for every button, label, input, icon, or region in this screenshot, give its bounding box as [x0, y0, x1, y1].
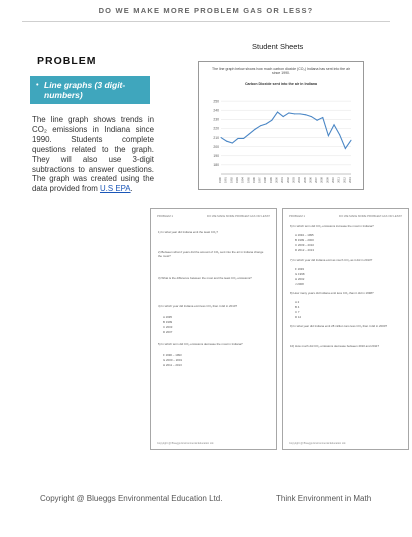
description-period: . [130, 184, 133, 194]
chart-preview [198, 61, 364, 190]
x-tick-label: 2003 [292, 177, 296, 183]
q4-option: A 1995 [163, 315, 173, 319]
data-point [283, 116, 284, 117]
x-tick-label: 2012 [343, 177, 347, 183]
y-tick-label: 210 [213, 135, 219, 140]
data-point [322, 117, 323, 118]
q8-option: C 7 [295, 310, 300, 314]
data-point [339, 134, 340, 135]
x-tick-label: 1990 [219, 177, 222, 183]
page-header-title: DO WE MAKE MORE PROBLEM GAS OR LESS? [98, 6, 314, 15]
y-tick-label: 230 [213, 117, 219, 122]
y-tick-label: 240 [213, 108, 219, 113]
q6-option: D 2012 – 2013 [295, 248, 314, 252]
data-point [260, 125, 261, 126]
x-tick-label: 1999 [269, 177, 273, 183]
sheet-header-right: DO WE MAKE MORE PROBLEM GAS OR LESS? [339, 214, 402, 218]
q7-option: H 2002 [295, 277, 305, 281]
y-tick-label: 180 [213, 163, 219, 168]
q8-option: A 2 [295, 300, 300, 304]
x-tick-label: 2005 [303, 177, 307, 183]
header-divider [22, 21, 390, 22]
data-point [300, 113, 301, 114]
q5-option: F 1990 – 1993 [163, 353, 182, 357]
x-tick-label: 2008 [320, 177, 324, 183]
data-point [345, 148, 346, 149]
x-tick-label: 1998 [264, 177, 268, 183]
sheet-header-left: PROBLEM 1 [289, 214, 306, 218]
x-tick-label: 1997 [258, 177, 262, 183]
question-4: 4) In which year did Indiana emit less CO₂ than it did in 2010? [158, 304, 238, 308]
q6-option: B 1999 – 2000 [295, 238, 314, 242]
x-tick-label: 2000 [275, 177, 279, 183]
data-point [334, 124, 335, 125]
chart-caption: The line graph below shows how much carbon dioxide (CO₂) Indiana has sent into the air since 1990. [212, 67, 350, 76]
x-tick-label: 2009 [326, 177, 330, 183]
q4-option: B 1999 [163, 320, 173, 324]
top-bar [0, 0, 412, 28]
x-tick-label: 1992 [230, 177, 234, 183]
x-tick-label: 2002 [286, 177, 290, 183]
data-point [351, 140, 352, 141]
x-tick-label: 1994 [241, 177, 245, 183]
q6-option: C 2009 – 2010 [295, 243, 314, 247]
data-point [311, 116, 312, 117]
question-2: 2) Between what 2 years did the amount of CO₂ sent into the air in Indiana change the most? [158, 250, 264, 258]
question-1: 1) In what year did Indiana emit the least CO₂? [158, 230, 218, 234]
data-point [254, 129, 255, 130]
x-tick-label: 2006 [309, 177, 313, 183]
sheet-header-left: PROBLEM 1 [157, 214, 174, 218]
question-5: 5) In which term did CO₂ emissions decrease the most in Indiana? [158, 342, 243, 346]
data-point [249, 133, 250, 134]
q8-option: D 12 [295, 315, 302, 319]
data-point [305, 114, 306, 115]
data-point [226, 141, 227, 142]
y-tick-label: 220 [213, 126, 219, 131]
sheet-header-right: DO WE MAKE MORE PROBLEM GAS OR LESS? [207, 214, 270, 218]
x-tick-label: 1995 [247, 177, 251, 183]
sheet-footer: Copyright @ Blueggs Environmental Education Ltd. [289, 442, 347, 445]
x-tick-label: 2011 [337, 177, 341, 183]
data-point [266, 123, 267, 124]
x-tick-label: 1996 [252, 177, 256, 183]
q4-option: C 2003 [163, 325, 173, 329]
data-point [221, 137, 222, 138]
student-sheets-label: Student Sheets [252, 42, 304, 51]
data-point [317, 120, 318, 121]
line-chart [199, 62, 363, 189]
series-line [221, 112, 351, 148]
q8-option: B 4 [295, 305, 300, 309]
data-point [271, 120, 272, 121]
x-tick-label: 1993 [235, 177, 239, 183]
q5-option: G 2000 – 2001 [163, 358, 183, 362]
data-point [328, 135, 329, 136]
question-9: 9) In what year did Indiana emit 28 million tons less CO₂ than it did in 2000? [290, 324, 388, 328]
q6-option: A 1994 – 1995 [295, 233, 314, 237]
epa-link[interactable]: U.S EPA [99, 184, 131, 194]
student-sheet-1 [150, 208, 277, 450]
x-tick-label: 2013 [349, 177, 352, 183]
footer-tagline: Think Environment in Math [276, 494, 372, 503]
description [32, 115, 154, 194]
student-sheet-2 [282, 208, 409, 450]
x-tick-label: 2010 [332, 177, 336, 183]
y-tick-label: 190 [213, 153, 219, 158]
data-point [277, 112, 278, 113]
section-heading: PROBLEM [37, 55, 97, 67]
q7-option: F 1993 [295, 267, 304, 271]
chart-title: Carbon Dioxide sent into the air in Indiana [244, 82, 318, 86]
data-point [237, 138, 238, 139]
topic-label: Line graphs (3 digit-numbers) [44, 80, 126, 100]
data-point [243, 138, 244, 139]
topic-box [30, 76, 150, 104]
description-text: The line graph shows trends in CO₂ emissions in Indiana since 1990. Students complete questions related to the graph. They will also use 3-digit subtractions to answer questions. The graph was created using the data provided from [32, 115, 154, 194]
data-point [232, 143, 233, 144]
question-10: 10) How much did CO₂ emissions decrease between 2010 and 2011? [290, 344, 380, 348]
q5-option: H 2011 – 2013 [163, 363, 182, 367]
q4-option: D 2007 [163, 330, 173, 334]
bullet-icon: • [36, 82, 39, 89]
x-tick-label: 2004 [298, 177, 302, 183]
data-point [294, 113, 295, 114]
x-tick-label: 2007 [315, 177, 319, 183]
x-tick-label: 1991 [224, 177, 228, 183]
question-3: 3) What is the difference between the most and the least CO₂ emissions? [158, 276, 252, 280]
question-8: 8) How many years did Indiana emit less CO₂ than it did in 1998? [290, 291, 374, 295]
q7-option: G 1998 [295, 272, 305, 276]
sheet-footer: Copyright @ Blueggs Environmental Education Ltd. [157, 442, 215, 445]
footer-copyright: Copyright @ Blueggs Environmental Education Ltd. [40, 494, 223, 503]
y-tick-label: 250 [213, 99, 219, 104]
question-6: 6) In which term did CO₂ emissions increase the most in Indiana? [290, 224, 374, 228]
x-tick-label: 2001 [281, 177, 285, 183]
question-7: 7) In which year did Indiana emit as much CO₂ as it did in 2013? [290, 258, 373, 262]
data-point [288, 112, 289, 113]
y-tick-label: 200 [213, 144, 219, 149]
q7-option: J 2008 [295, 282, 304, 286]
